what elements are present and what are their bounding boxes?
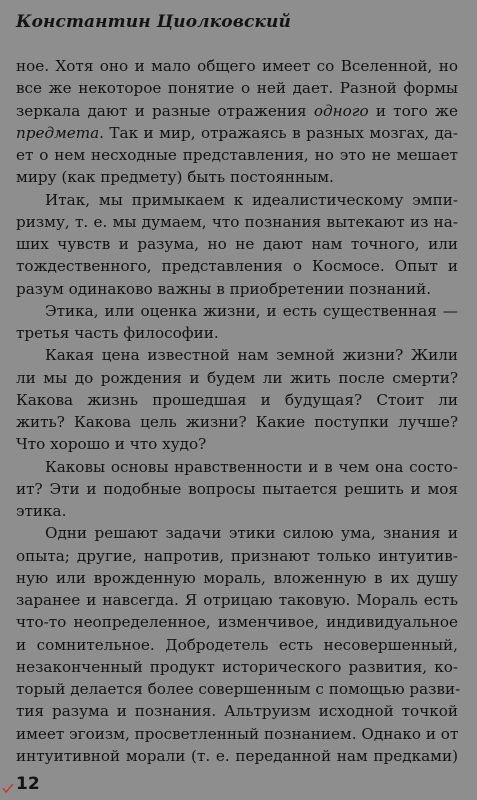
page-number: 12	[16, 774, 40, 794]
text-line: Что хорошо и что худо?	[16, 435, 207, 454]
text-line: ших чувств и разума, но не дают нам точного, или	[16, 235, 458, 253]
text-line: ет о нем несходные представления, но это не мешает	[16, 146, 458, 164]
text-line: незаконченный продукт исторического развития, ко-	[16, 657, 458, 676]
text-line: ит? Эти и подобные вопросы пытается решить и моя	[16, 479, 458, 498]
paragraph-first-line: Этика, или оценка жизни, и есть существенная —	[45, 301, 458, 320]
red-check-mark-icon	[2, 782, 14, 794]
text-fragment: зеркала дают и разные отражения	[16, 101, 307, 120]
paragraph-first-line: Каковы основы нравственности и в чем она состо-	[45, 457, 458, 476]
paragraph-first-line: Одни решают задачи этики силою ума, знания и	[45, 524, 458, 543]
text-line: тождественного, представления о Космосе. Опыт и	[16, 257, 458, 276]
text-line: опыта; другие, напротив, признают только интуитив-	[16, 546, 458, 565]
text-line: жить? Какова цель жизни? Какие поступки лучше?	[16, 413, 458, 431]
text-line: все же некоторое понятие о ней дает. Разной формы	[16, 79, 458, 98]
text-line: и сомнительное. Добродетель есть несовершенный,	[16, 635, 458, 654]
text-line: ную или врожденную мораль, вложенную в их душу	[16, 568, 458, 587]
text-line: ризму, т. е. мы думаем, что познания вытекают из на-	[16, 212, 458, 231]
text-line: ное. Хотя оно и мало общего имеет со Вселенной, но	[16, 57, 458, 75]
text-line: тия разума и познания. Альтруизм исходной точкой	[16, 702, 458, 721]
text-line: интуитивной морали (т. е. переданной нам предками)	[16, 746, 458, 765]
text-line: ли мы до рождения и будем ли жить после смерти?	[16, 368, 458, 387]
text-line: Какова жизнь прошедшая и будущая? Стоит ли	[16, 390, 458, 409]
text-line: что-то неопределенное, изменчивое, индивидуальное	[16, 613, 458, 632]
text-fragment: . Так и мир, отражаясь в разных мозгах, да-	[99, 123, 458, 142]
text-line: имеет эгоизм, просветленный познанием. Однако и от	[16, 724, 459, 743]
text-line: торый делается более совершенным с помощью разви-	[16, 680, 461, 698]
text-line: третья часть философии.	[16, 324, 219, 342]
text-fragment: и того же	[375, 101, 458, 120]
text-line: этика.	[16, 502, 67, 520]
text-line: разум одинаково важны в приобретении познаний.	[16, 279, 432, 298]
running-header: Константин Циолковский	[16, 12, 291, 32]
paragraph-first-line: Итак, мы примыкаем к идеалистическому эмпи-	[45, 190, 458, 209]
text-line: заранее и навсегда. Я отрицаю таковую. Мораль есть	[16, 591, 458, 609]
text-line: миру (как предмету) быть постоянным.	[16, 168, 334, 187]
text-line-emphasis	[16, 100, 458, 122]
emphasized-word: предмета	[16, 123, 100, 142]
paragraph-first-line: Какая цена известной нам земной жизни? Жили	[45, 346, 458, 365]
emphasized-word: одного	[313, 101, 369, 120]
text-body	[16, 55, 461, 767]
text-line-emphasis	[16, 122, 458, 144]
